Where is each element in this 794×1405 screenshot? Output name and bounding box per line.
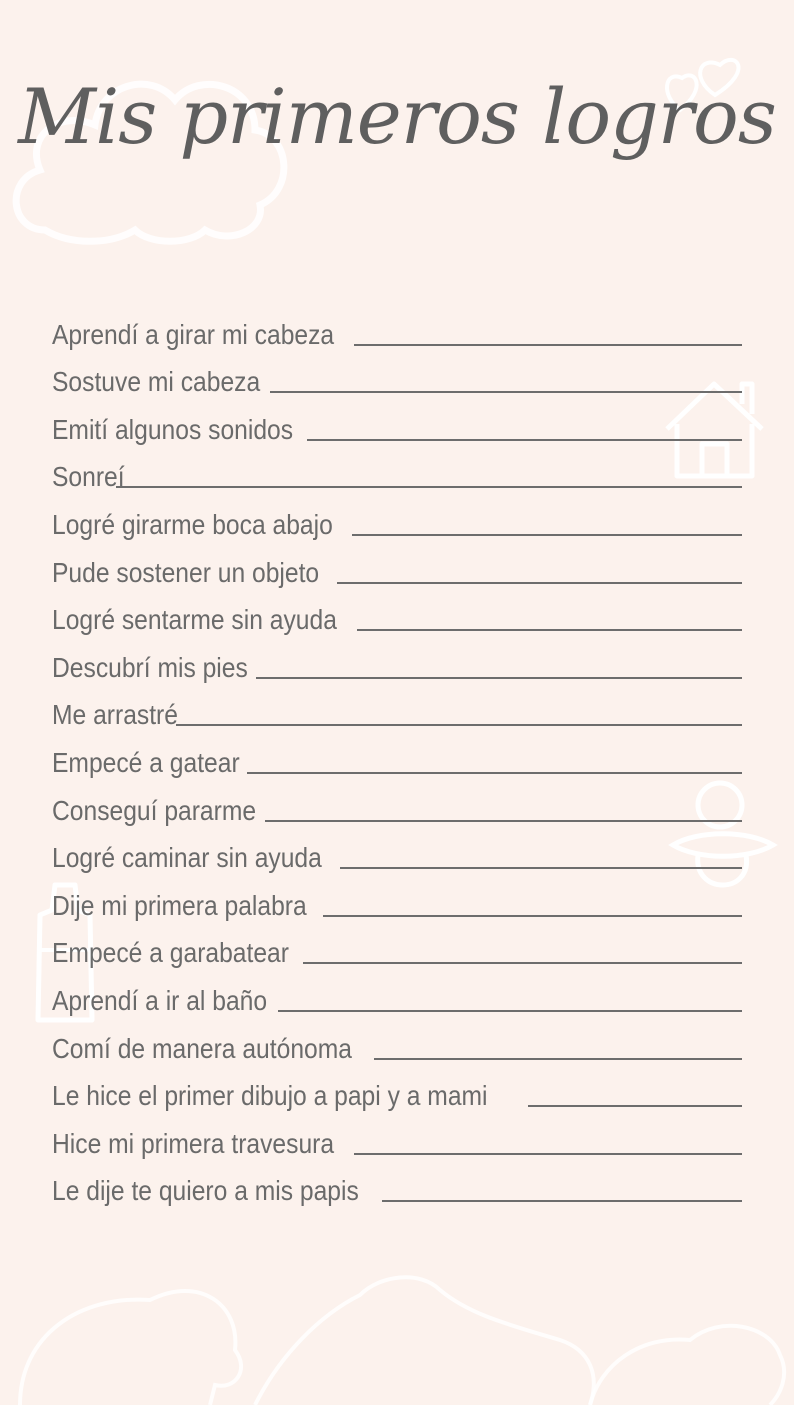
fill-in-line[interactable]	[116, 485, 742, 488]
fill-in-line[interactable]	[270, 390, 742, 393]
page-title: Mis primeros logros	[18, 72, 776, 161]
milestone-row	[52, 923, 742, 971]
milestone-row	[52, 732, 742, 780]
milestone-row	[52, 1113, 742, 1161]
milestone-label: Dije mi primera palabra	[52, 889, 307, 921]
milestone-label: Logré girarme boca abajo	[52, 508, 333, 540]
milestone-label: Le dije te quiero a mis papis	[52, 1175, 359, 1207]
milestone-row	[52, 1066, 742, 1114]
fill-in-line[interactable]	[357, 628, 742, 631]
milestone-label: Descubrí mis pies	[52, 651, 248, 683]
milestone-label: Emití algunos sonidos	[52, 413, 294, 445]
milestone-label: Me arrastré	[52, 699, 178, 731]
milestone-row	[52, 1161, 742, 1209]
milestone-label: Hice mi primera travesura	[52, 1127, 335, 1159]
milestone-label: Conseguí pararme	[52, 794, 257, 826]
fill-in-line[interactable]	[256, 676, 742, 679]
milestone-label: Logré caminar sin ayuda	[52, 842, 322, 874]
milestone-row	[52, 590, 742, 638]
fill-in-line[interactable]	[528, 1104, 742, 1107]
fill-in-line[interactable]	[374, 1057, 742, 1060]
fill-in-line[interactable]	[247, 771, 742, 774]
fill-in-line[interactable]	[323, 914, 742, 917]
milestone-row	[52, 494, 742, 542]
milestone-list	[52, 304, 742, 1208]
fill-in-line[interactable]	[265, 819, 742, 822]
milestone-row	[52, 828, 742, 876]
milestone-row	[52, 637, 742, 685]
milestone-label: Le hice el primer dibujo a papi y a mami	[52, 1080, 488, 1112]
fill-in-line[interactable]	[382, 1199, 742, 1202]
fill-in-line[interactable]	[337, 581, 742, 584]
milestone-label: Pude sostener un objeto	[52, 556, 320, 588]
fill-in-line[interactable]	[303, 961, 742, 964]
milestone-row	[52, 875, 742, 923]
milestone-row	[52, 447, 742, 495]
milestone-row	[52, 1018, 742, 1066]
milestone-label: Empecé a garabatear	[52, 937, 289, 969]
milestone-row	[52, 542, 742, 590]
milestone-row	[52, 780, 742, 828]
milestone-row	[52, 685, 742, 733]
milestone-row	[52, 970, 742, 1018]
milestone-label: Empecé a gatear	[52, 746, 240, 778]
fill-in-line[interactable]	[354, 1152, 742, 1155]
milestone-row	[52, 304, 742, 352]
fill-in-line[interactable]	[307, 438, 742, 441]
fill-in-line[interactable]	[354, 343, 742, 346]
fill-in-line[interactable]	[176, 723, 742, 726]
milestone-row	[52, 399, 742, 447]
milestone-label: Logré sentarme sin ayuda	[52, 604, 337, 636]
animals-icon	[0, 1255, 794, 1405]
fill-in-line[interactable]	[278, 1009, 742, 1012]
milestone-row	[52, 352, 742, 400]
milestone-label: Aprendí a girar mi cabeza	[52, 318, 335, 350]
milestone-label: Sostuve mi cabeza	[52, 366, 261, 398]
milestone-label: Comí de manera autónoma	[52, 1032, 352, 1064]
milestone-label: Sonreí	[52, 461, 125, 493]
fill-in-line[interactable]	[340, 866, 742, 869]
fill-in-line[interactable]	[352, 533, 742, 536]
milestone-label: Aprendí a ir al baño	[52, 984, 268, 1016]
